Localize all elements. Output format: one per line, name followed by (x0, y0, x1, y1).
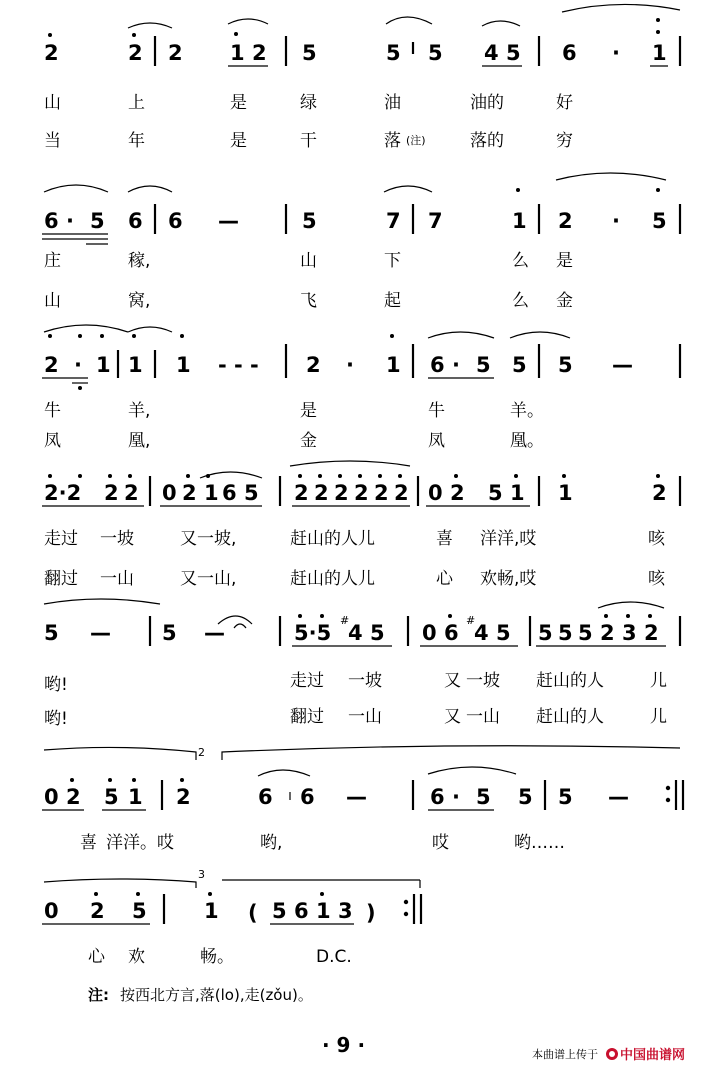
lyric: 油 (384, 93, 401, 113)
lyric: 绿 (300, 93, 317, 113)
note: 2 (334, 481, 349, 505)
octave-dots (48, 18, 660, 37)
note: · (452, 785, 460, 809)
lyric: 赶山的人儿 (290, 529, 375, 549)
lyric: 欢 (128, 947, 145, 967)
lyric: 庄 (44, 251, 61, 271)
note: 0 (162, 481, 177, 505)
lyric: 赶山的人 (536, 707, 604, 727)
score-system-6 (42, 746, 683, 853)
note: 5 (104, 785, 119, 809)
volta-bracket (44, 747, 196, 760)
octave-dots (516, 188, 660, 192)
note: 3 (338, 899, 353, 923)
note: 2 (652, 481, 667, 505)
note: · (66, 209, 74, 233)
note: 1 (652, 41, 667, 65)
note: 1 (96, 353, 111, 377)
note: 5 (428, 41, 443, 65)
lyric: 洋洋,哎 (480, 529, 537, 549)
note: 3 (622, 621, 637, 645)
note: 1 (204, 481, 219, 505)
note: — (346, 785, 367, 809)
beams (42, 234, 108, 244)
note: 2 (354, 481, 369, 505)
lyric: 一山 (100, 569, 134, 589)
lyric: 羊, (128, 401, 151, 421)
note: 5 (386, 41, 401, 65)
note: 2 (294, 481, 309, 505)
note: 5 (558, 621, 573, 645)
note: 2 (450, 481, 465, 505)
note: 2 (306, 353, 321, 377)
note: 1 (230, 41, 245, 65)
note: 5 (302, 209, 317, 233)
lyric: 上 (128, 93, 145, 113)
note: 5 (652, 209, 667, 233)
note: 2 (44, 41, 59, 65)
lyric: 稼, (128, 251, 151, 271)
lyric: 一坡 (348, 671, 382, 691)
note: 1 (128, 353, 143, 377)
lyric: 当 (44, 131, 61, 151)
lyric: 凤 (428, 431, 445, 451)
lyric: 心 (436, 569, 453, 589)
slurs (128, 4, 680, 28)
note: 0 (44, 899, 59, 923)
lyric: 又 (444, 707, 461, 727)
fermata-icon (234, 624, 246, 628)
note: 2 (128, 41, 143, 65)
slurs (44, 325, 570, 338)
lyric: 凰。 (510, 431, 544, 451)
note: 6 (444, 621, 459, 645)
note: 5 (244, 481, 259, 505)
note: · (346, 353, 354, 377)
note: 2 (44, 353, 59, 377)
note: 2 (252, 41, 267, 65)
lyric: 是 (556, 251, 573, 271)
note: 5 (132, 899, 147, 923)
score-system-3 (42, 325, 680, 451)
lyric: 翻过 (290, 707, 324, 727)
volta-bracket (222, 746, 680, 760)
note: 6 (168, 209, 183, 233)
note: 6 (44, 209, 59, 233)
note: 1 (512, 209, 527, 233)
note: · (612, 41, 620, 65)
lyric: 山 (44, 93, 61, 113)
lyric: 走过 (44, 529, 78, 549)
lyric: 窝, (128, 291, 151, 311)
lyric: 干 (300, 131, 317, 151)
lyric: 又一山, (180, 569, 237, 589)
lyric: 哟…… (514, 833, 565, 853)
note: - - - (218, 353, 259, 377)
note: 7 (386, 209, 401, 233)
note: 2 (104, 481, 119, 505)
note: ( (248, 901, 258, 925)
lyric: 咳 (648, 569, 665, 589)
note: 1 (176, 353, 191, 377)
note: 0 (422, 621, 437, 645)
note: 2 (176, 785, 191, 809)
lyric: 山 (44, 291, 61, 311)
barlines (164, 894, 421, 924)
lyric: 飞 (300, 291, 317, 311)
lyric: 是 (230, 93, 247, 113)
note: 5 (512, 353, 527, 377)
lyric: 哟! (44, 675, 68, 695)
lyric: 儿 (650, 707, 667, 727)
lyric: 落的 (470, 131, 504, 151)
note: 5 (476, 785, 491, 809)
note: 1 (386, 353, 401, 377)
note: 6 (562, 41, 577, 65)
site-logo-icon (606, 1048, 618, 1060)
lyric: 儿 (650, 671, 667, 691)
note: 2 (124, 481, 139, 505)
note: 6 (430, 353, 445, 377)
beams (42, 378, 494, 383)
note: 4 (484, 41, 499, 65)
lyric: 一坡 (466, 671, 500, 691)
upload-credit (532, 1047, 685, 1063)
repeat-dots (404, 900, 408, 916)
note: 5 (302, 41, 317, 65)
note: 5 (496, 621, 511, 645)
score-system-4 (42, 461, 680, 589)
note: 2 (182, 481, 197, 505)
note: 5·5 (294, 621, 332, 645)
volta-number: 2 (198, 746, 205, 759)
volta-number: 3 (198, 868, 205, 881)
lyric: 山 (300, 251, 317, 271)
site-logo-text: 中国曲谱网 (620, 1048, 686, 1063)
note: 0 (428, 481, 443, 505)
note: 1 (558, 481, 573, 505)
note: — (90, 621, 111, 645)
lyric: 下 (384, 251, 401, 271)
note: — (612, 353, 633, 377)
note: ) (366, 901, 376, 925)
note: 2·2 (44, 481, 82, 505)
note: 5 (506, 41, 521, 65)
note: · (452, 353, 460, 377)
lyric: 一山 (348, 707, 382, 727)
note: 5 (518, 785, 533, 809)
note: 5 (476, 353, 491, 377)
lyric: 是 (230, 131, 247, 151)
footnote-text: 按西北方言,落(lo),走(zǒu)。 (120, 986, 313, 1004)
octave-dots (94, 892, 324, 896)
score-system-1 (44, 4, 680, 151)
lyric: 一山 (466, 707, 500, 727)
note: 4 (348, 621, 363, 645)
note: 5 (90, 209, 105, 233)
lyric: 哟! (44, 709, 68, 729)
lyric: 欢畅,哎 (480, 569, 537, 589)
lyric: D.C. (316, 947, 352, 967)
lyric: 起 (384, 291, 401, 311)
octave-dots (70, 778, 184, 782)
lyric: 赶山的人 (536, 671, 604, 691)
footnote-label: 注: (88, 986, 109, 1004)
note: 6 (222, 481, 237, 505)
lyric: 穷 (556, 131, 573, 151)
lyric: 喜 (436, 529, 453, 549)
note: 6 (128, 209, 143, 233)
page-number: · 9 · (322, 1033, 366, 1057)
lyric: 走过 (290, 671, 324, 691)
note: 5 (558, 353, 573, 377)
barlines (162, 780, 683, 810)
lyric: 凤 (44, 431, 61, 451)
note: 2 (314, 481, 329, 505)
sharp-sign: # (466, 614, 476, 627)
lyric: 落 (384, 131, 401, 151)
lyric: 好 (556, 93, 573, 113)
lyric: 赶山的人儿 (290, 569, 375, 589)
lyric: 牛 (44, 401, 61, 421)
note: 1 (316, 899, 331, 923)
lyric: 又 (444, 671, 461, 691)
note: — (218, 209, 239, 233)
lyric: 凰, (128, 431, 151, 451)
note: 1 (204, 899, 219, 923)
lyric: 哟, (260, 833, 283, 853)
note: 2 (600, 621, 615, 645)
footnote-marker: (注) (406, 134, 426, 147)
credit-text: 本曲谱上传于 (532, 1048, 598, 1061)
note: 6 (258, 785, 273, 809)
lyric: 羊。 (510, 401, 544, 421)
lyric: 油的 (470, 93, 504, 113)
lyric: 年 (128, 131, 145, 151)
octave-dots (48, 474, 660, 478)
lyric: 牛 (428, 401, 445, 421)
score-system-5 (44, 599, 680, 729)
sharp-sign: # (340, 614, 350, 627)
lyric: 一坡 (100, 529, 134, 549)
note: 6 (430, 785, 445, 809)
note: · (74, 353, 82, 377)
note: 5 (538, 621, 553, 645)
lyric: 金 (300, 431, 317, 451)
volta-bracket (44, 879, 196, 888)
note: · (612, 209, 620, 233)
note: 6 (300, 785, 315, 809)
note: 7 (428, 209, 443, 233)
note: 4 (474, 621, 489, 645)
note: 2 (644, 621, 659, 645)
note: 5 (44, 621, 59, 645)
lyric: 咳 (648, 529, 665, 549)
note: 1 (128, 785, 143, 809)
lyric: 是 (300, 401, 317, 421)
slurs (44, 173, 666, 192)
note: 2 (374, 481, 389, 505)
note: — (608, 785, 629, 809)
lyric: 心 (88, 947, 105, 967)
lyric: 翻过 (44, 569, 78, 589)
lyric: 喜 (80, 833, 97, 853)
note: 2 (90, 899, 105, 923)
lyric: 又一坡, (180, 529, 237, 549)
note: 5 (578, 621, 593, 645)
score-system-2 (42, 173, 680, 311)
note: 2 (66, 785, 81, 809)
lyric: 么 (512, 251, 529, 271)
note: 5 (370, 621, 385, 645)
note: 5 (558, 785, 573, 809)
note: 6 (294, 899, 309, 923)
lyric: 么 (512, 291, 529, 311)
lyric: 洋洋。哎 (106, 833, 174, 853)
lyric: 哎 (432, 833, 449, 853)
note: 5 (162, 621, 177, 645)
note: 5 (272, 899, 287, 923)
note: 5 (488, 481, 503, 505)
note: 2 (558, 209, 573, 233)
score-system-7 (42, 868, 421, 967)
note: 1 (510, 481, 525, 505)
lyric: 金 (556, 291, 573, 311)
lyric: 畅。 (200, 947, 234, 967)
note: 0 (44, 785, 59, 809)
note: 2 (168, 41, 183, 65)
repeat-dots (666, 786, 670, 802)
note: — (204, 621, 225, 645)
footnote (88, 986, 313, 1004)
slurs (258, 767, 516, 776)
note: 2 (394, 481, 409, 505)
